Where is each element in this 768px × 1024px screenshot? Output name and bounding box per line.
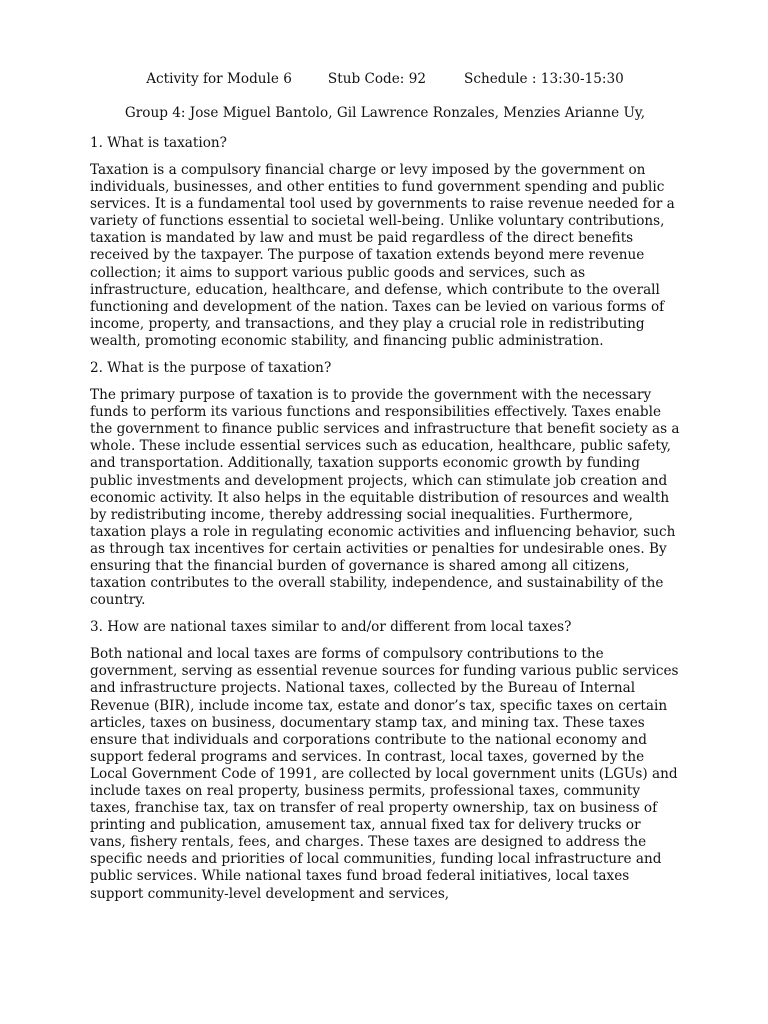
answer-3: Both national and local taxes are forms of compulsory contributions to the government, serving as essential revenue sources for funding various public services and infrastructure projects. National taxes, collected by the Bureau of Internal Revenue (BIR), include income tax, estate and donor’s tax, specific taxes on certain articles, taxes on business, documentary stamp tax, and mining tax. These taxes ensure that individuals and corporations contribute to the national economy and support federal programs and services. In contrast, local taxes, governed by the Local Government Code of 1991, are collected by local government units (LGUs) and include taxes on real property, business permits, professional taxes, community taxes, franchise tax, tax on transfer of real property ownership, tax on business of printing and publication, amusement tax, annual fixed tax for delivery trucks or vans, fishery rentals, fees, and charges. These taxes are designed to address the specific needs and priorities of local communities, funding local infrastructure and public services. While national taxes fund broad federal initiatives, local taxes support community-level development and services, xyxy=(90,646,679,902)
activity-label: Activity for Module 6 xyxy=(146,71,292,87)
question-2: 2. What is the purpose of taxation? xyxy=(90,360,332,377)
stub-code: Stub Code: 92 xyxy=(327,71,427,87)
question-1: 1. What is taxation? xyxy=(90,135,227,151)
question-3: 3. How are national taxes similar to and/or different from local taxes? xyxy=(90,619,572,636)
answer-1: Taxation is a compulsory financial charge or levy imposed by the government on individuals, businesses, and other entities to fund government spending and public services. It is a fundamental tool used by governments to raise revenue needed for a variety of functions essential to societal well-being. Unlike voluntary contributions, taxation is mandated by law and must be paid regardless of the direct benefits received by the taxpayer. The purpose of taxation extends beyond mere revenue collection; it aims to support various public goods and services, such as infrastructure, education, healthcare, and defense, which contribute to the overall functioning and development of the nation. Taxes can be levied on various forms of income, property, and transactions, and they play a crucial role in redistributing wealth, promoting economic stability, and financing public administration. xyxy=(90,162,675,349)
document-page xyxy=(90,70,680,903)
schedule: Schedule : 13:30-15:30 xyxy=(464,71,624,87)
group-members: Group 4: Jose Miguel Bantolo, Gil Lawrence Ronzales, Menzies Arianne Uy, xyxy=(124,105,646,121)
header-line xyxy=(90,70,680,88)
answer-2: The primary purpose of taxation is to provide the government with the necessary funds to perform its various functions and responsibilities effectively. Taxes enable the government to finance public services and infrastructure that benefit society as a whole. These include essential services such as education, healthcare, public safety, and transportation. Additionally, taxation supports economic growth by funding public investments and development projects, which can stimulate job creation and economic activity. It also helps in the equitable distribution of resources and wealth by redistributing income, thereby addressing social inequalities. Furthermore, taxation plays a role in regulating economic activities and influencing behavior, such as through tax incentives for certain activities or penalties for undesirable ones. By ensuring that the financial burden of governance is shared among all citizens, taxation contributes to the overall stability, independence, and sustainability of the country. xyxy=(90,387,680,609)
